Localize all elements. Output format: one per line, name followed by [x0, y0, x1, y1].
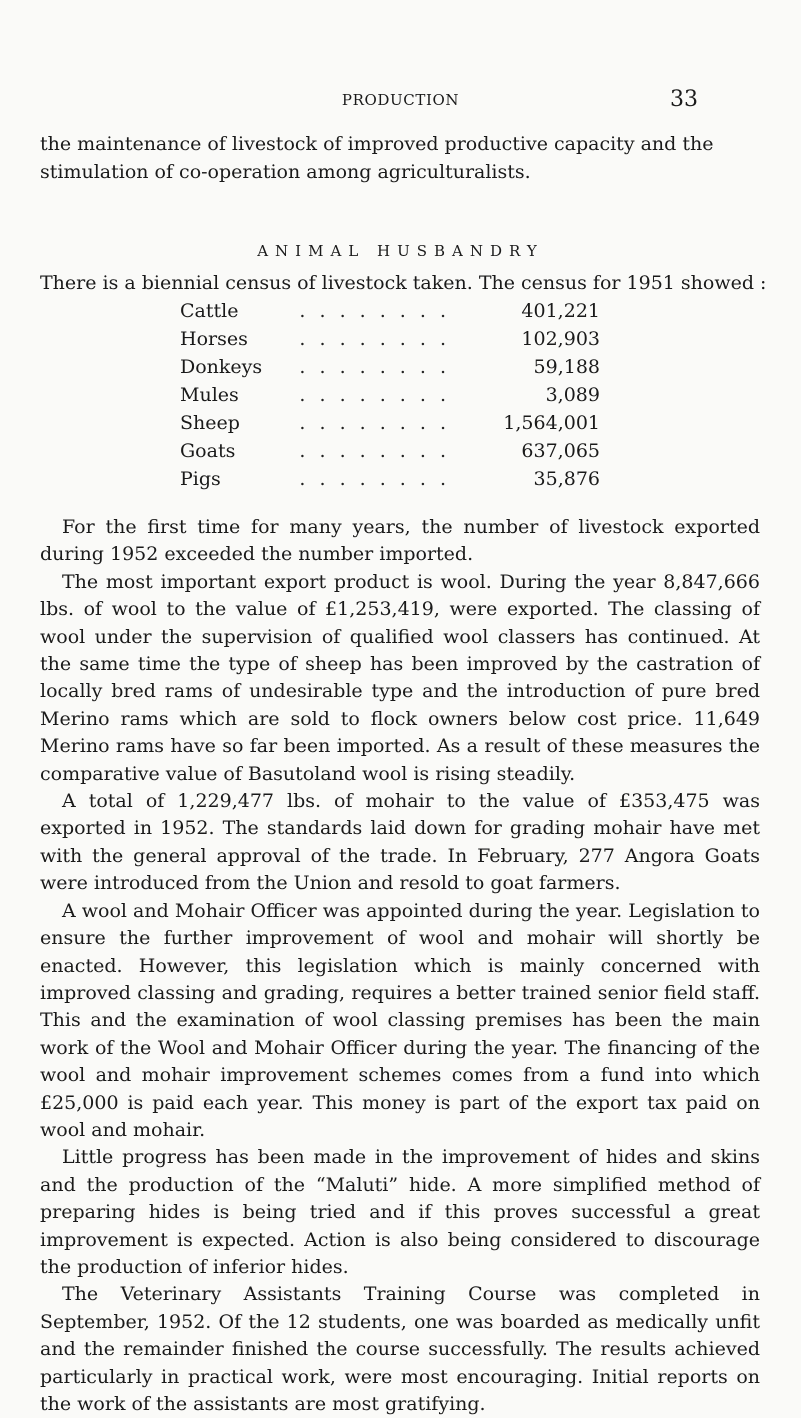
paragraph-hides: Little progress has been made in the improvement of hides and skins and the production of the “Maluti” hide. A more simplified method of preparing hides is being tried and if this proves successful a great improvement is expected. Action is also being considered to discourage the production of inferior hides. [40, 1146, 760, 1278]
paragraph-veterinary: The Veterinary Assistants Training Course was completed in September, 1952. Of the 12 students, one was boarded as medically unfit and the remainder finished the course successfully. The results achieved particularly in practical work, were most encouraging. Initial reports on the work of the assistants are most gratifying. [40, 1283, 760, 1415]
census-row [180, 409, 600, 437]
leader-dots: . . . . . . . . [299, 412, 450, 434]
census-row [180, 325, 600, 353]
census-value: 401,221 [521, 300, 600, 322]
body-text [40, 514, 760, 1418]
leader-dots: . . . . . . . . [299, 300, 450, 322]
leader-dots: . . . . . . . . [299, 356, 450, 378]
page-number: 33 [670, 87, 698, 112]
census-value: 102,903 [521, 328, 600, 350]
census-row [180, 437, 600, 465]
paragraph-wool: The most important export product is wool. During the year 8,847,666 lbs. of wool to the value of £1,253,419, were exported. The classing of wool under the supervision of qualified wool classers has continued. At the same time the type of sheep has been improved by the castration of locally bred rams of undesirable type and the introduction of pure bred Merino rams which are sold to flock owners below cost price. 11,649 Merino rams have so far been imported. As a result of these measures the comparative value of Basutoland wool is rising steadily. [40, 570, 760, 785]
census-label: Pigs [180, 468, 221, 490]
census-value: 637,065 [521, 440, 600, 462]
paragraph-wool-officer: A wool and Mohair Officer was appointed during the year. Legislation to ensure the further improvement of wool and mohair will shortly be enacted. However, this legislation which is mainly concerned with improved classing and grading, requires a better trained senior field staff. This and the examination of wool classing premises has been the main work of the Wool and Mohair Officer during the year. The financing of the wool and mohair improvement schemes comes from a fund into which £25,000 is paid each year. This money is part of the export tax paid on wool and mohair. [40, 899, 760, 1141]
leader-dots: . . . . . . . . [299, 328, 450, 350]
census-label: Mules [180, 384, 239, 406]
intro-paragraph: the maintenance of livestock of improved productive capacity and the stimulation of co-operation among agriculturalists. [40, 133, 714, 183]
paragraph-mohair: A total of 1,229,477 lbs. of mohair to the value of £353,475 was exported in 1952. The standards laid down for grading mohair have met with the general approval of the trade. In February, 277 Angora Goats were introduced from the Union and resold to goat farmers. [40, 790, 760, 895]
census-value: 59,188 [533, 356, 600, 378]
leader-dots: . . . . . . . . [299, 440, 450, 462]
census-value: 3,089 [545, 384, 600, 406]
census-label: Donkeys [180, 356, 263, 378]
leader-dots: . . . . . . . . [299, 384, 450, 406]
leader-dots: . . . . . . . . [299, 468, 450, 490]
page-header [0, 88, 801, 116]
census-intro: There is a biennial census of livestock taken. The census for 1951 showed : [40, 272, 767, 294]
census-value: 1,564,001 [503, 412, 600, 434]
census-label: Cattle [180, 300, 239, 322]
census-row [180, 297, 600, 325]
section-heading: ANIMAL HUSBANDRY [257, 242, 544, 260]
census-label: Horses [180, 328, 248, 350]
running-head: PRODUCTION [341, 91, 460, 109]
paragraph-livestock-trade: For the first time for many years, the number of livestock exported during 1952 exceeded the number imported. [40, 516, 760, 566]
census-label: Goats [180, 440, 236, 462]
census-label: Sheep [180, 412, 240, 434]
livestock-census-table [180, 297, 600, 493]
census-row [180, 353, 600, 381]
census-row [180, 381, 600, 409]
census-row [180, 465, 600, 493]
census-value: 35,876 [533, 468, 600, 490]
